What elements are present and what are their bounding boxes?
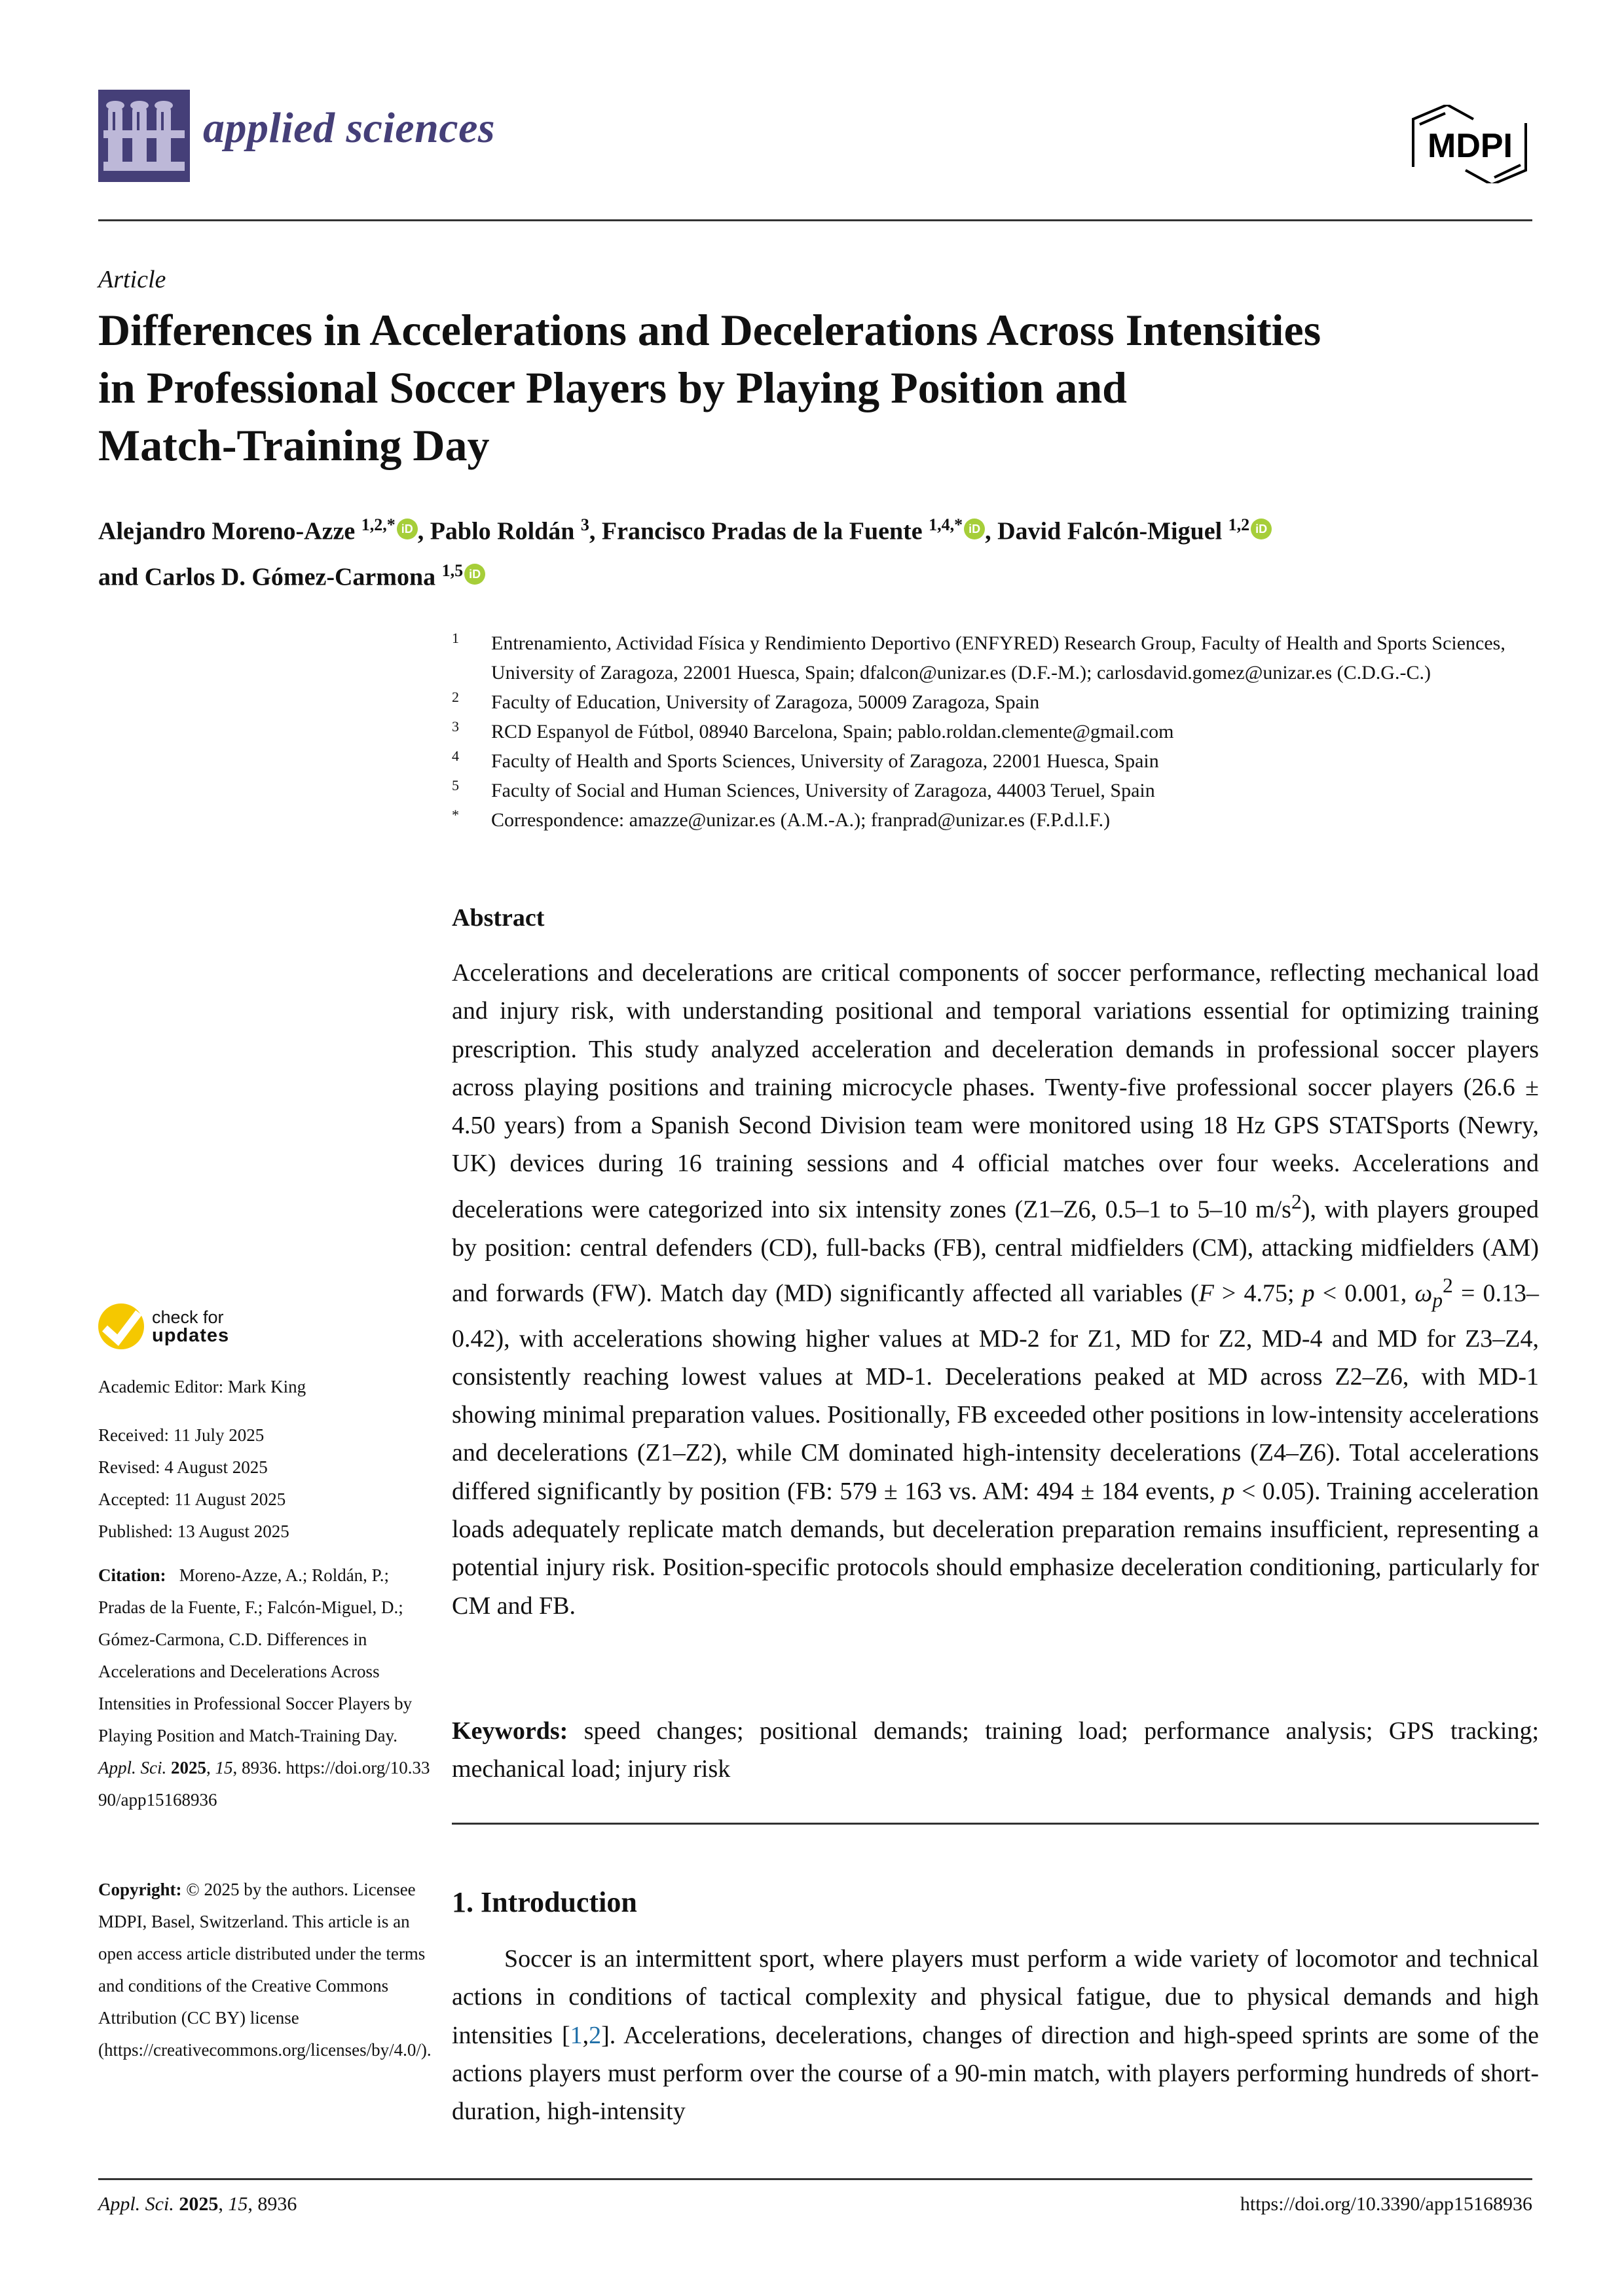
affiliation-item [452,687,1539,717]
footer-citation: Appl. Sci. 2025, 15, 8936 [98,2193,297,2215]
abstract-segment: < 0.05). Training acceleration loads adequately replicate match demands, but deceleration preparation remains insufficient, representing a potential injury risk. Position-specific protocols should emphasize deceleration conditioning, particularly for CM and FB. [452,1477,1540,1620]
keywords-text: speed changes; positional demands; training load; performance analysis; GPS tracking; mechanical load; injury risk [452,1717,1540,1783]
orcid-icon[interactable]: iD [1251,519,1272,539]
ref-separator: , [582,2021,589,2049]
checkmark-icon [98,1303,144,1349]
footer-year: 2025 [179,2193,219,2215]
affiliation-text: Faculty of Social and Human Sciences, University of Zaragoza, 44003 Teruel, Spain [491,780,1155,801]
keywords [452,1712,1539,1788]
citation-text: Moreno-Azze, A.; Roldán, P.; Pradas de la Fuente, F.; Falcón-Miguel, D.; Gómez-Carmona, C.D. Differences in Accelerations and Decelerations Across Intensities in Professional Soccer Players by Playing Position and Match-Training Day. [98,1565,413,1745]
omega-subscript: p [1432,1288,1443,1312]
author-name[interactable]: Pablo Roldán [430,517,575,545]
affiliation-item [452,629,1539,687]
copyright-label: Copyright: [98,1880,182,1899]
date-received: Received: 11 July 2025 [98,1425,265,1445]
intro-segment: ]. Accelerations, decelerations, changes of direction and high-speed sprints are some of the actions players must perform over the course of a 90-min match, with players performing hundreds of short-duration, high-intensity [452,2021,1539,2126]
p-value-symbol: p [1302,1279,1315,1307]
affiliation-number: 1 [452,630,459,646]
academic-editor: Academic Editor: Mark King [98,1377,306,1396]
author-affiliation-sup: 1,2 [1228,515,1250,534]
date-accepted: Accepted: 11 August 2025 [98,1489,286,1509]
author-connector: and [98,563,139,591]
abstract-segment: Accelerations and decelerations are critical components of soccer performance, reflecting mechanical load and injury risk, with understanding positional and temporal variations essential for optimizing training prescription. This study analyzed acceleration and deceleration demands in professional soccer players across playing positions and training microcycle phases. Twenty-five professional soccer players (26.6 ± 4.50 years) from a Spanish Second Division team were monitored using 18 Hz GPS STATSports (Newry, UK) devices during 16 training sessions and 4 official matches over four weeks. Accelerations and decelerations were categorized into six intensity zones (Z1–Z6, 0.5–1 to 5–10 m/s [452,959,1539,1224]
author-name[interactable]: Carlos D. Gómez-Carmona [144,563,436,591]
citation-article-number: 8936. [241,1758,282,1777]
author-name[interactable]: Francisco Pradas de la Fuente [601,517,923,545]
abstract-text [452,954,1539,1625]
check-for-label: check for [152,1307,224,1327]
affiliation-number: 4 [452,748,459,764]
affiliation-item [452,776,1539,805]
title-line: in Professional Soccer Players by Playing Position and [98,363,1127,412]
journal-logo[interactable] [98,90,190,182]
citation-doi-link[interactable]: https://doi.org/10.3390/app15168936 [98,1758,430,1810]
test-tubes-icon [98,90,190,182]
date-revised: Revised: 4 August 2025 [98,1457,268,1477]
affiliation-number: 5 [452,777,459,793]
publication-dates [98,1419,432,1548]
affiliation-text: Faculty of Education, University of Zaragoza, 50009 Zaragoza, Spain [491,691,1040,713]
affiliation-number: 2 [452,689,459,705]
abstract-segment: ), with players grouped by position: central defenders (CD), full-backs (FB), central midfielders (CM), attacking midfielders (AM) and forwards (FW). Match day (MD) significantly affected all variables ( [452,1195,1540,1307]
abstract-heading: Abstract [452,904,545,932]
article-type: Article [98,266,166,293]
citation-volume: 15 [215,1758,233,1777]
orcid-icon[interactable]: iD [964,519,985,539]
reference-link[interactable]: 2 [589,2021,602,2049]
affiliation-item [452,746,1539,776]
author-affiliation-sup: 1,5 [441,560,464,580]
affiliation-text: RCD Espanyol de Fútbol, 08940 Barcelona, Spain; pablo.roldan.clemente@gmail.com [491,721,1174,742]
p-value-symbol: p [1222,1477,1235,1505]
omega-symbol: ω [1414,1279,1433,1307]
footer-article-number: 8936 [257,2193,297,2215]
article-title [98,301,1539,474]
mdpi-text: MDPI [1428,127,1513,165]
citation-journal: Appl. Sci. [98,1758,167,1777]
mdpi-logo[interactable] [1408,105,1532,183]
abstract-segment: < 0.001, [1314,1279,1415,1307]
author-list: Alejandro Moreno-Azze $^{1,2,*}$ iD , Pablo Roldán $^3$, Francisco Pradas de la Fuente $^{1,4,*}$ iD , David Falcón-Miguel $^{1,2}$ iD and Carlos D. Gómez-Carmona $^{1,5}$ iD [98,505,1539,596]
keywords-label: Keywords: [452,1717,568,1745]
title-line: Differences in Accelerations and Decelerations Across Intensities [98,305,1321,355]
citation-label: Citation: [98,1565,166,1585]
affiliations-list [452,629,1539,835]
date-published: Published: 13 August 2025 [98,1522,289,1541]
abstract-segment: > 4.75; [1213,1279,1302,1307]
copyright-block [98,1874,432,2066]
abstract-segment: = 0.13–0.42), with accelerations showing higher values at MD-2 for Z1, MD for Z2, MD-4 and MD for Z3–Z4, consistently reaching lowest values at MD-1. Decelerations peaked at MD across Z2–Z6, with MD-1 showing minimal preparation values. Positionally, FB exceeded other positions in low-intensity accelerations and decelerations (Z1–Z2), while CM dominated high-intensity decelerations (Z4–Z6). Total accelerations differed significantly by position (FB: 579 ± 163 vs. AM: 494 ± 184 events, [452,1279,1539,1505]
author-name[interactable]: David Falcón-Miguel [997,517,1223,545]
citation-block: Citation: Moreno-Azze, A.; Roldán, P.; Pradas de la Fuente, F.; Falcón-Miguel, D.; Gómez-Carmona, C.D. Differences in Accelerations and Decelerations Across Intensities in Professional Soccer Players by Playing Position and Match-Training Day. Appl. Sci. 2025, 15, 8936. https://doi.org/10.3390/app15168936 [98,1565,430,1810]
updates-label: updates [152,1325,230,1346]
author-name[interactable]: Alejandro Moreno-Azze [98,517,356,545]
introduction-text [452,1940,1539,2130]
orcid-icon[interactable]: iD [397,519,418,539]
check-for-updates-badge[interactable] [98,1303,249,1350]
author-affiliation-sup: 1,4,* [929,515,963,534]
f-statistic-symbol: F [1198,1279,1214,1307]
author-affiliation-sup: 1,2,* [361,515,396,534]
copyright-text: © 2025 by the authors. Licensee MDPI, Basel, Switzerland. This article is an open access article distributed under the terms and conditions of the Creative Commons Attribution (CC BY) license (https://creativecommons.org/licenses/by/4.0/). [98,1880,432,2060]
superscript: 2 [1291,1190,1302,1213]
introduction-heading: 1. Introduction [452,1886,637,1918]
correspondence-text: Correspondence: amazze@unizar.es (A.M.-A.); franprad@unizar.es (F.P.d.l.F.) [491,809,1111,831]
citation-year: 2025 [170,1758,206,1777]
title-line: Match-Training Day [98,420,490,470]
journal-name[interactable]: applied sciences [203,104,496,152]
correspondence-item [452,805,1539,835]
affiliation-number: * [452,807,459,823]
footer-doi-link[interactable]: https://doi.org/10.3390/app15168936 [1240,2193,1532,2215]
footer-divider [98,2178,1532,2180]
affiliation-number: 3 [452,718,459,735]
header-divider [98,219,1532,221]
footer-journal: Appl. Sci. [98,2193,174,2215]
section-divider [452,1823,1539,1825]
reference-link[interactable]: 1 [570,2021,583,2049]
affiliation-text: Entrenamiento, Actividad Física y Rendimiento Deportivo (ENFYRED) Research Group, Faculty of Health and Sports Sciences, University of Zaragoza, 22001 Huesca, Spain; dfalcon@unizar.es (D.F.-M.); carlosdavid.gomez@unizar.es (C.D.G.-C.) [491,632,1505,683]
affiliation-item [452,717,1539,746]
omega-superscript: 2 [1443,1274,1453,1298]
author-affiliation-sup: 3 [580,515,589,534]
affiliation-text: Faculty of Health and Sports Sciences, University of Zaragoza, 22001 Huesca, Spain [491,750,1159,772]
footer-volume: 15 [228,2193,248,2215]
orcid-icon[interactable]: iD [464,564,485,585]
intro-segment: Soccer is an intermittent sport, where players must perform a wide variety of locomotor and technical actions in conditions of tactical complexity and physical fatigue, due to physical demands and high intensities [ [452,1945,1539,2049]
mdpi-hexagon-icon [1408,105,1532,183]
